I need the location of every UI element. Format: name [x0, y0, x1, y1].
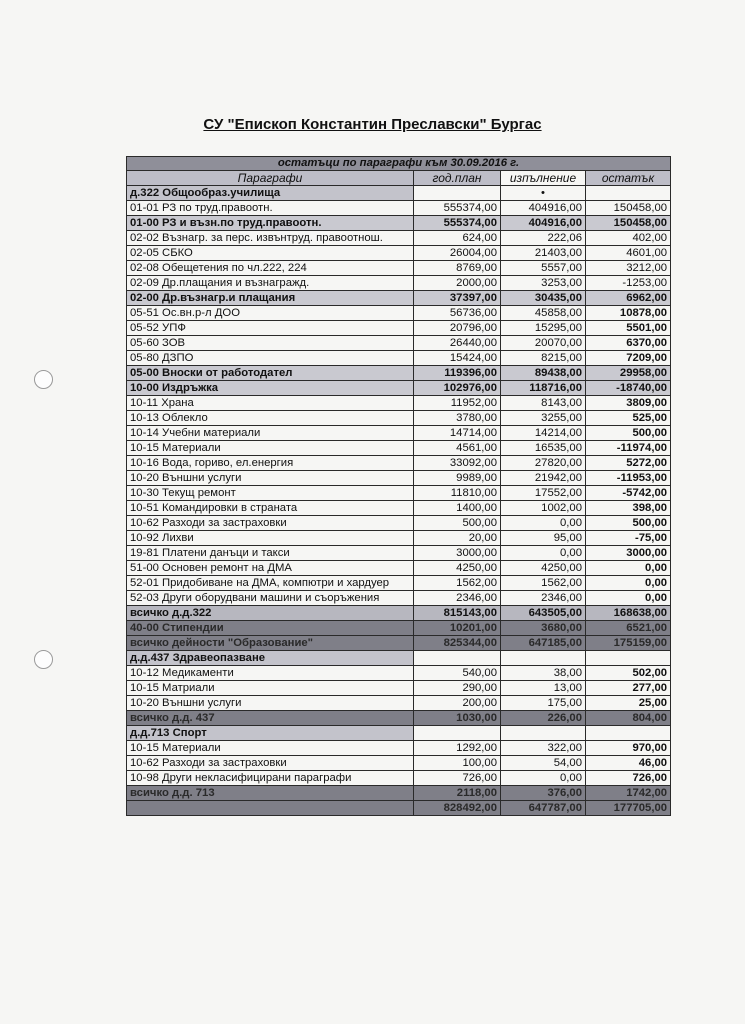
execution-value: 21403,00	[501, 246, 586, 261]
execution-value: 89438,00	[501, 366, 586, 381]
execution-value: 0,00	[501, 546, 586, 561]
table-row	[127, 741, 671, 756]
execution-value: 20070,00	[501, 336, 586, 351]
plan-value: 2000,00	[414, 276, 501, 291]
remainder-value: 502,00	[586, 666, 671, 681]
execution-value: 0,00	[501, 771, 586, 786]
remainder-value: 1742,00	[586, 786, 671, 801]
execution-value: 3680,00	[501, 621, 586, 636]
plan-value: 555374,00	[414, 201, 501, 216]
table-row	[127, 381, 671, 396]
table-row	[127, 336, 671, 351]
plan-value: 14714,00	[414, 426, 501, 441]
remainder-value: 500,00	[586, 516, 671, 531]
execution-value: 16535,00	[501, 441, 586, 456]
remainder-value: 726,00	[586, 771, 671, 786]
row-label: 10-15 Матриали	[127, 681, 414, 696]
execution-value: 5557,00	[501, 261, 586, 276]
table-header-row	[127, 171, 671, 186]
row-label: 05-60 ЗОВ	[127, 336, 414, 351]
table-row	[127, 426, 671, 441]
remainder-value: 7209,00	[586, 351, 671, 366]
section-label: д.д.437 Здравеопазване	[127, 651, 414, 666]
row-label: 52-01 Придобиване на ДМА, компютри и хардуер	[127, 576, 414, 591]
execution-value: 17552,00	[501, 486, 586, 501]
remainder-value: 46,00	[586, 756, 671, 771]
remainder-value: 177705,00	[586, 801, 671, 816]
execution-value: 8143,00	[501, 396, 586, 411]
row-label: 10-20 Външни услуги	[127, 696, 414, 711]
plan-value: 500,00	[414, 516, 501, 531]
section-row-437	[127, 651, 671, 666]
remainder-value: 25,00	[586, 696, 671, 711]
table-row	[127, 396, 671, 411]
table-row	[127, 486, 671, 501]
row-label: 10-30 Текущ ремонт	[127, 486, 414, 501]
education-total-row	[127, 636, 671, 651]
remainder-value: -11974,00	[586, 441, 671, 456]
execution-value: 118716,00	[501, 381, 586, 396]
row-label: 05-52 УПФ	[127, 321, 414, 336]
table-row	[127, 471, 671, 486]
remainder-value: -11953,00	[586, 471, 671, 486]
plan-value: 1030,00	[414, 711, 501, 726]
total-row-322	[127, 606, 671, 621]
remainder-value: 398,00	[586, 501, 671, 516]
execution-value: 21942,00	[501, 471, 586, 486]
remainder-value: 0,00	[586, 576, 671, 591]
table-row	[127, 231, 671, 246]
remainder-value: 3000,00	[586, 546, 671, 561]
table-row	[127, 756, 671, 771]
execution-value: 222,06	[501, 231, 586, 246]
plan-value: 1562,00	[414, 576, 501, 591]
remainder-value: 6370,00	[586, 336, 671, 351]
execution-value: 1002,00	[501, 501, 586, 516]
remainder-value: 10878,00	[586, 306, 671, 321]
plan-value: 102976,00	[414, 381, 501, 396]
plan-value: 26440,00	[414, 336, 501, 351]
row-label: 52-03 Други оборудвани машини и съоръжения	[127, 591, 414, 606]
remainder-value: 0,00	[586, 561, 671, 576]
execution-value: 1562,00	[501, 576, 586, 591]
remainder-value: 6521,00	[586, 621, 671, 636]
remainder-value: -1253,00	[586, 276, 671, 291]
execution-value: 15295,00	[501, 321, 586, 336]
plan-value: 4561,00	[414, 441, 501, 456]
table-row	[127, 666, 671, 681]
row-label: 51-00 Основен ремонт на ДМА	[127, 561, 414, 576]
table-row	[127, 306, 671, 321]
remainder-value: 150458,00	[586, 216, 671, 231]
total-row-713	[127, 786, 671, 801]
remainder-value: -75,00	[586, 531, 671, 546]
execution-value: 404916,00	[501, 201, 586, 216]
table-row	[127, 246, 671, 261]
row-label: всичко д.д. 713	[127, 786, 414, 801]
table-row	[127, 276, 671, 291]
plan-value: 15424,00	[414, 351, 501, 366]
table-row	[127, 366, 671, 381]
plan-value: 555374,00	[414, 216, 501, 231]
row-label: 10-12 Медикаменти	[127, 666, 414, 681]
plan-value: 11810,00	[414, 486, 501, 501]
table-row	[127, 681, 671, 696]
remainder-value: 5272,00	[586, 456, 671, 471]
execution-value: 647185,00	[501, 636, 586, 651]
remainder-value: -5742,00	[586, 486, 671, 501]
execution-value: 3253,00	[501, 276, 586, 291]
row-label: 02-05 СБКО	[127, 246, 414, 261]
execution-value: 404916,00	[501, 216, 586, 231]
table-row	[127, 216, 671, 231]
execution-value: 3255,00	[501, 411, 586, 426]
plan-value: 20796,00	[414, 321, 501, 336]
execution-value: 4250,00	[501, 561, 586, 576]
section-label: д.д.713 Спорт	[127, 726, 414, 741]
execution-value: 0,00	[501, 516, 586, 531]
execution-value: 95,00	[501, 531, 586, 546]
remainder-value: -18740,00	[586, 381, 671, 396]
plan-value: 4250,00	[414, 561, 501, 576]
remainder-value: 150458,00	[586, 201, 671, 216]
scholarship-row	[127, 621, 671, 636]
row-label: 10-51 Командировки в страната	[127, 501, 414, 516]
table-row	[127, 291, 671, 306]
remainder-value: 0,00	[586, 591, 671, 606]
plan-value: 624,00	[414, 231, 501, 246]
table-row	[127, 456, 671, 471]
row-label: 10-15 Материали	[127, 741, 414, 756]
table-row	[127, 411, 671, 426]
row-label: 05-00 Вноски от работодател	[127, 366, 414, 381]
execution-value: 8215,00	[501, 351, 586, 366]
execution-value: 45858,00	[501, 306, 586, 321]
punch-hole	[34, 370, 53, 389]
row-label: 10-98 Други некласифицирани параграфи	[127, 771, 414, 786]
plan-value: 37397,00	[414, 291, 501, 306]
table-row	[127, 576, 671, 591]
row-label: 10-20 Външни услуги	[127, 471, 414, 486]
table-row	[127, 321, 671, 336]
execution-value: 226,00	[501, 711, 586, 726]
row-label: всичко д.д. 437	[127, 711, 414, 726]
table-row	[127, 351, 671, 366]
remainder-value: 970,00	[586, 741, 671, 756]
plan-value: 56736,00	[414, 306, 501, 321]
remainder-value: 5501,00	[586, 321, 671, 336]
execution-value: 27820,00	[501, 456, 586, 471]
balance-table	[126, 156, 671, 816]
table-row	[127, 501, 671, 516]
remainder-value: 804,00	[586, 711, 671, 726]
plan-value: 3000,00	[414, 546, 501, 561]
plan-value: 119396,00	[414, 366, 501, 381]
row-label: всичко дейности "Образование"	[127, 636, 414, 651]
table-row	[127, 201, 671, 216]
table-banner-row	[127, 157, 671, 171]
plan-value: 11952,00	[414, 396, 501, 411]
plan-value: 828492,00	[414, 801, 501, 816]
remainder-value: 168638,00	[586, 606, 671, 621]
table-row	[127, 441, 671, 456]
remainder-value: 4601,00	[586, 246, 671, 261]
execution-value: 54,00	[501, 756, 586, 771]
plan-value: 290,00	[414, 681, 501, 696]
row-label: 10-62 Разходи за застраховки	[127, 756, 414, 771]
execution-value: 30435,00	[501, 291, 586, 306]
table-row	[127, 546, 671, 561]
row-label: 10-15 Материали	[127, 441, 414, 456]
plan-value: 100,00	[414, 756, 501, 771]
execution-value: 376,00	[501, 786, 586, 801]
row-label: 10-13 Облекло	[127, 411, 414, 426]
row-label: 05-51 Ос.вн.р-л ДОО	[127, 306, 414, 321]
table-row	[127, 591, 671, 606]
column-header-paragraph: Параграфи	[127, 171, 414, 186]
plan-value: 815143,00	[414, 606, 501, 621]
remainder-value: 3212,00	[586, 261, 671, 276]
row-label: 02-00 Др.възнагр.и плащания	[127, 291, 414, 306]
row-label: 19-81 Платени данъци и такси	[127, 546, 414, 561]
plan-value: 3780,00	[414, 411, 501, 426]
execution-value: 14214,00	[501, 426, 586, 441]
column-header-remainder: остатък	[586, 171, 671, 186]
plan-value: 540,00	[414, 666, 501, 681]
plan-value: 825344,00	[414, 636, 501, 651]
total-row-437	[127, 711, 671, 726]
remainder-value: 277,00	[586, 681, 671, 696]
plan-value: 33092,00	[414, 456, 501, 471]
execution-value: 2346,00	[501, 591, 586, 606]
row-label: 10-14 Учебни материали	[127, 426, 414, 441]
row-label: 05-80 ДЗПО	[127, 351, 414, 366]
table-row	[127, 261, 671, 276]
table-row	[127, 696, 671, 711]
plan-value: 9989,00	[414, 471, 501, 486]
plan-value: 200,00	[414, 696, 501, 711]
plan-value: 8769,00	[414, 261, 501, 276]
section-row-322	[127, 186, 671, 201]
plan-value: 26004,00	[414, 246, 501, 261]
punch-hole	[34, 650, 53, 669]
remainder-value: 500,00	[586, 426, 671, 441]
row-label: 10-92 Лихви	[127, 531, 414, 546]
remainder-value: 29958,00	[586, 366, 671, 381]
row-label: 10-16 Вода, гориво, ел.енергия	[127, 456, 414, 471]
row-label: 01-01 РЗ по труд.правоотн.	[127, 201, 414, 216]
column-header-plan: год.план	[414, 171, 501, 186]
remainder-value: 525,00	[586, 411, 671, 426]
remainder-value: 6962,00	[586, 291, 671, 306]
grand-total-row	[127, 801, 671, 816]
row-label: 40-00 Стипендии	[127, 621, 414, 636]
row-label: 02-08 Обещетения по чл.222, 224	[127, 261, 414, 276]
remainder-value: 402,00	[586, 231, 671, 246]
row-label: 10-11 Храна	[127, 396, 414, 411]
table-banner: остатъци по параграфи към 30.09.2016 г.	[127, 157, 671, 171]
section-row-713	[127, 726, 671, 741]
table-row	[127, 516, 671, 531]
plan-value: 1292,00	[414, 741, 501, 756]
plan-value: 1400,00	[414, 501, 501, 516]
column-header-execution: изпълнение	[501, 171, 586, 186]
table-row	[127, 531, 671, 546]
row-label: 10-00 Издръжка	[127, 381, 414, 396]
row-label: всичко д.д.322	[127, 606, 414, 621]
plan-value: 2118,00	[414, 786, 501, 801]
page-title: СУ "Епископ Константин Преславски" Бургас	[203, 116, 542, 133]
execution-value: 175,00	[501, 696, 586, 711]
execution-value: 322,00	[501, 741, 586, 756]
plan-value: 2346,00	[414, 591, 501, 606]
remainder-value: 3809,00	[586, 396, 671, 411]
execution-value: 38,00	[501, 666, 586, 681]
section-label: д.322 Общообраз.училища	[127, 186, 414, 201]
row-label: 02-09 Др.плащания и възнагражд.	[127, 276, 414, 291]
remainder-value: 175159,00	[586, 636, 671, 651]
execution-value: 643505,00	[501, 606, 586, 621]
execution-value: 647787,00	[501, 801, 586, 816]
plan-value: 726,00	[414, 771, 501, 786]
plan-value: 10201,00	[414, 621, 501, 636]
table-row	[127, 561, 671, 576]
table-row	[127, 771, 671, 786]
execution-value: 13,00	[501, 681, 586, 696]
row-label: 10-62 Разходи за застраховки	[127, 516, 414, 531]
row-label: 02-02 Възнагр. за перс. извънтруд. правоотнош.	[127, 231, 414, 246]
plan-value: 20,00	[414, 531, 501, 546]
stray-mark: •	[501, 186, 586, 201]
row-label: 01-00 РЗ и възн.по труд.правоотн.	[127, 216, 414, 231]
